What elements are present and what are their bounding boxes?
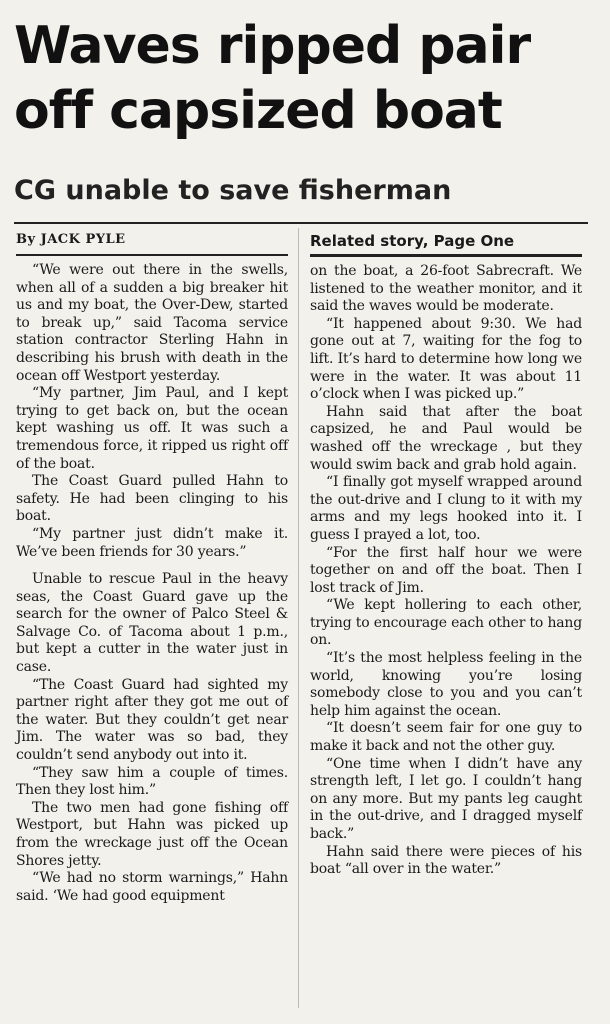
paragraph-left-5: Unable to rescue Paul in the heavy seas, the Coast Guard gave up the search for the owner of Palco Steel & Salvage Co. of Tacoma about 1 p.m., but kept a cutter in the water just in case. — [16, 571, 288, 676]
paragraph-right-9: “One time when I didn’t have any strength left, I let go. I couldn’t hang on any more. But my pants leg caught in the out-drive, and I dragged myself back.” — [310, 755, 582, 842]
paragraph-left-3: The Coast Guard pulled Hahn to safety. He had been clinging to his boat. — [16, 473, 288, 525]
paragraph-left-1: “We were out there in the swells, when all of a sudden a big breaker hit us and my boat, the Over-Dew, started to break up,” said Tacoma service station contractor Sterling Hahn in describing his brush with death in the ocean off Westport yesterday. — [16, 262, 288, 384]
paragraph-left-2: “My partner, Jim Paul, and I kept trying to get back on, but the ocean kept washing us off. It was such a tremendous force, it ripped us right off of the boat. — [16, 385, 288, 472]
related-story-label: Related story, Page One — [310, 228, 582, 257]
paragraph-right-1: on the boat, a 26-foot Sabrecraft. We listened to the weather monitor, and it said the waves would be moderate. — [310, 263, 582, 315]
subheadline: CG unable to save fisherman — [14, 175, 452, 206]
paragraph-right-3: Hahn said that after the boat capsized, he and Paul would be washed off the wreckage , but they would swim back and grab hold again. — [310, 403, 582, 473]
paragraph-left-9: “We had no storm warnings,” Hahn said. ‘We had good equipment — [16, 870, 288, 904]
headline — [14, 14, 604, 144]
paragraph-right-10: Hahn said there were pieces of his boat “all over in the water.” — [310, 843, 582, 878]
paragraph-right-6: “We kept hollering to each other, trying to encourage each other to hang on. — [310, 597, 582, 649]
byline: By JACK PYLE — [16, 228, 288, 256]
right-column — [310, 228, 582, 879]
paragraph-right-2: “It happened about 9:30. We had gone out at 7, waiting for the fog to lift. It’s hard to determine how long we were in the water. It was about 11 o’clock when I was picked up.” — [310, 315, 582, 403]
left-column — [16, 228, 288, 905]
headline-line-2: off capsized boat — [14, 81, 502, 141]
paragraph-right-7: “It’s the most helpless feeling in the world, knowing you’re losing somebody close to you and you can’t help him against the ocean. — [310, 650, 582, 719]
paragraph-right-5: “For the first half hour we were together on and off the boat. Then I lost track of Jim. — [310, 544, 582, 596]
paragraph-left-7: “They saw him a couple of times. Then they lost him.” — [16, 764, 288, 799]
paragraph-left-8: The two men had gone fishing off Westport, but Hahn was picked up from the wreckage just off the Ocean Shores jetty. — [16, 799, 288, 869]
paragraph-right-4: “I finally got myself wrapped around the out-drive and I clung to it with my arms and my legs hooked into it. I guess I prayed a lot, too. — [310, 474, 582, 543]
paragraph-left-4: “My partner just didn’t make it. We’ve been friends for 30 years.” — [16, 525, 288, 560]
paragraph-right-8: “It doesn’t seem fair for one guy to make it back and not the other guy. — [310, 720, 582, 755]
headline-line-1: Waves ripped pair — [14, 16, 531, 76]
top-rule — [14, 222, 588, 224]
column-divider — [298, 228, 299, 1008]
paragraph-left-6: “The Coast Guard had sighted my partner right after they got me out of the water. But they couldn’t get near Jim. The water was so bad, they couldn’t send anybody out into it. — [16, 676, 288, 764]
